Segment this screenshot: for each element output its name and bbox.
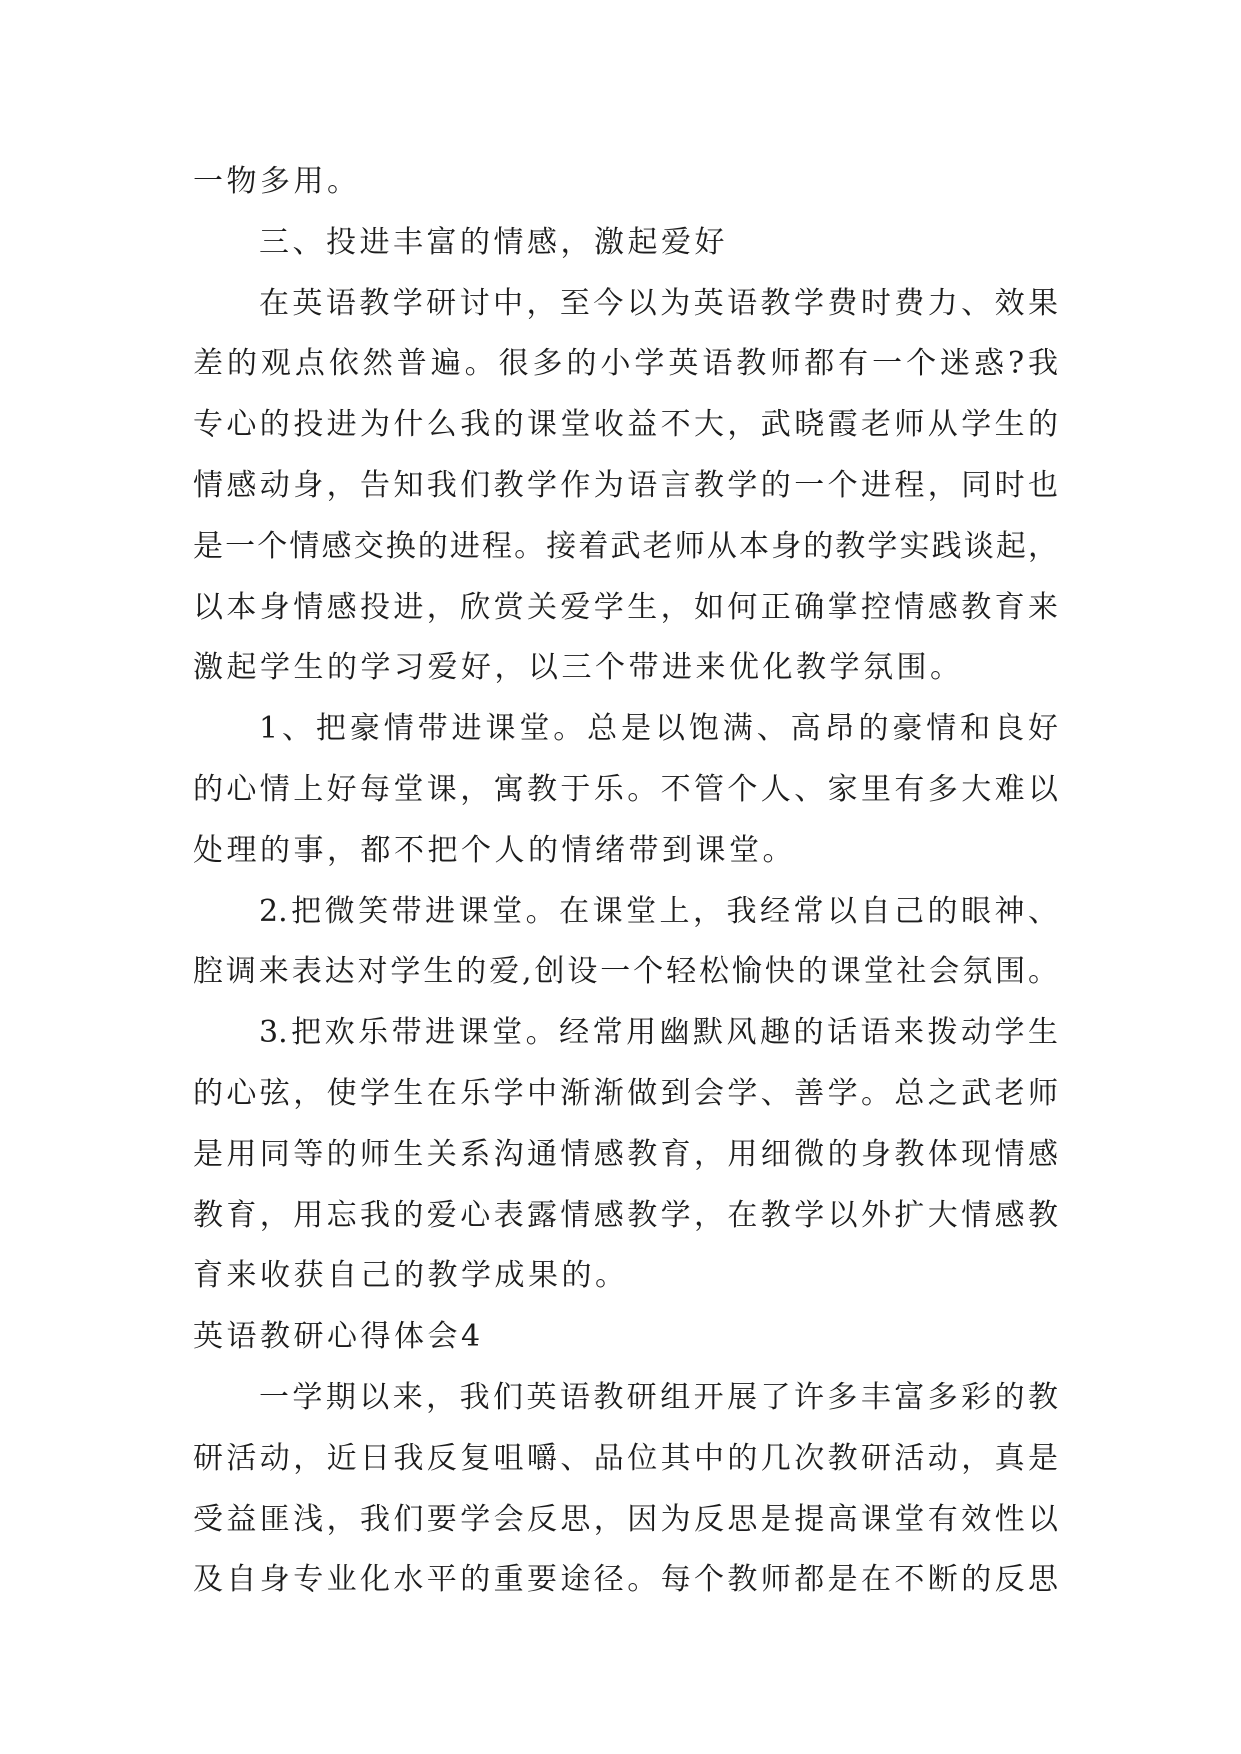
paragraph-line: 1、把豪情带进课堂。总是以饱满、高昂的豪情和良好 — [259, 711, 1058, 747]
paragraph-line: 受益匪浅，我们要学会反思，因为反思是提高课堂有效性以 — [193, 1501, 1058, 1537]
paragraph-line: 是用同等的师生关系沟通情感教育，用细微的身教体现情感 — [193, 1136, 1058, 1172]
document-body — [193, 152, 1058, 1611]
paragraph-line: 以本身情感投进，欣赏关爱学生，如何正确掌控情感教育来 — [193, 589, 1058, 625]
paragraph — [193, 882, 1058, 1004]
paragraph-line: 育来收获自己的教学成果的。 — [193, 1258, 629, 1294]
paragraph-line: 情感动身，告知我们教学作为语言教学的一个进程，同时也 — [193, 467, 1058, 503]
paragraph — [193, 1368, 1058, 1611]
paragraph — [193, 274, 1058, 700]
section-heading — [193, 213, 1058, 274]
paragraph-line: 激起学生的学习爱好，以三个带进来优化教学氛围。 — [193, 650, 964, 686]
paragraph-line: 处理的事，都不把个人的情绪带到课堂。 — [193, 832, 796, 868]
paragraph-line: 差的观点依然普遍。很多的小学英语教师都有一个迷惑?我 — [193, 346, 1058, 382]
paragraph — [193, 699, 1058, 881]
paragraph-line: 是一个情感交换的进程。接着武老师从本身的教学实践谈起， — [193, 528, 1058, 564]
paragraph-line: 3.把欢乐带进课堂。经常用幽默风趣的话语来拨动学生 — [259, 1015, 1058, 1051]
paragraph-line: 一物多用。 — [193, 164, 361, 199]
paragraph-line: 腔调来表达对学生的爱,创设一个轻松愉快的课堂社会氛围。 — [193, 954, 1058, 990]
article-title-text: 英语教研心得体会4 — [193, 1319, 484, 1355]
paragraph-line: 专心的投进为什么我的课堂收益不大，武晓霞老师从学生的 — [193, 407, 1058, 443]
paragraph-line: 一学期以来，我们英语教研组开展了许多丰富多彩的教 — [259, 1379, 1058, 1415]
paragraph-line: 及自身专业化水平的重要途径。每个教师都是在不断的反思 — [193, 1562, 1058, 1598]
paragraph-line: 教育，用忘我的爱心表露情感教学，在教学以外扩大情感教 — [193, 1197, 1058, 1233]
paragraph-line: 的心弦，使学生在乐学中渐渐做到会学、善学。总之武老师 — [193, 1075, 1058, 1111]
paragraph — [193, 1003, 1058, 1307]
paragraph-line: 在英语教学研讨中，至今以为英语教学费时费力、效果 — [259, 285, 1058, 321]
article-title — [193, 1307, 1058, 1368]
paragraph-line: 研活动，近日我反复咀嚼、品位其中的几次教研活动，真是 — [193, 1440, 1058, 1476]
paragraph-line: 的心情上好每堂课，寓教于乐。不管个人、家里有多大难以 — [193, 771, 1058, 807]
section-heading-text: 三、投进丰富的情感，激起爱好 — [259, 224, 728, 260]
paragraph-line: 2.把微笑带进课堂。在课堂上，我经常以自己的眼神、 — [259, 893, 1058, 929]
paragraph — [193, 152, 1058, 213]
